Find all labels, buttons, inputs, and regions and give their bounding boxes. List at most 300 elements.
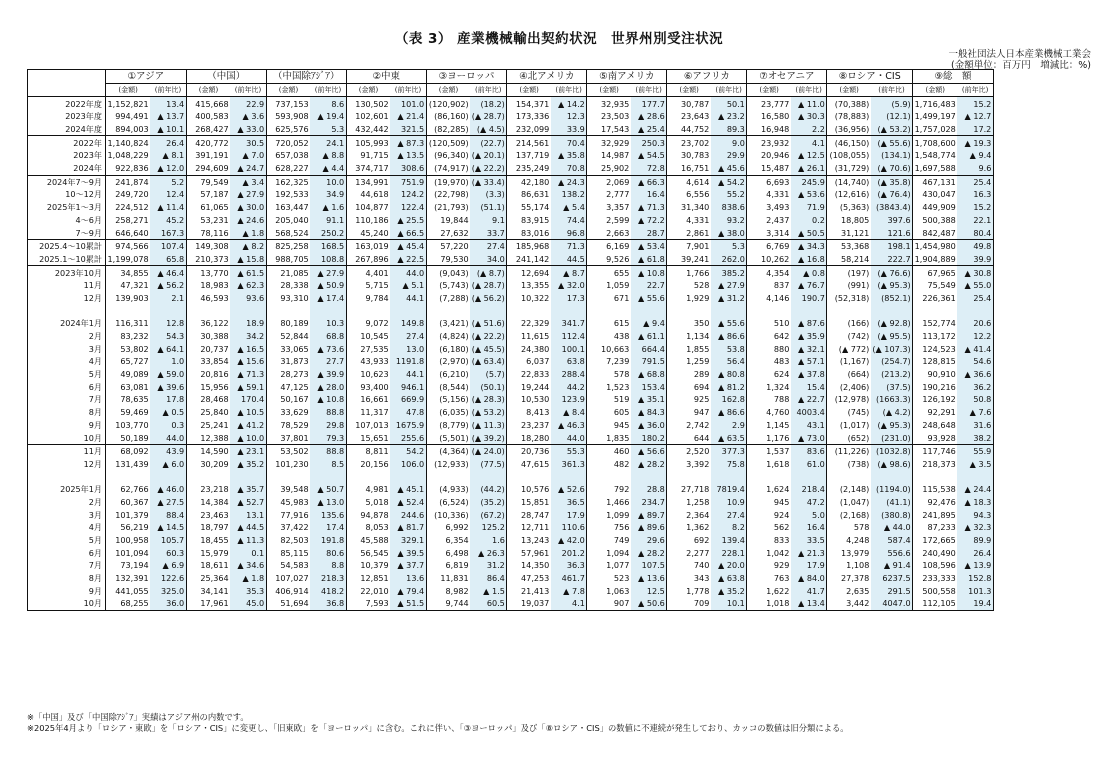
ratio-cell: 33.7 xyxy=(470,226,507,239)
ratio-cell: 34.2 xyxy=(230,330,266,343)
amount-cell: 15,851 xyxy=(507,496,551,509)
ratio-cell: (▲ 53.2) xyxy=(471,407,505,418)
ratio-cell: ▲ 27.9 xyxy=(230,188,266,201)
ratio-cell: ▲ 33.0 xyxy=(230,123,266,136)
ratio-cell: 1191.8 xyxy=(390,355,426,368)
ratio-cell: 122.4 xyxy=(390,201,426,214)
ratio-cell: (77.5) xyxy=(470,458,507,471)
ratio-cell: 385.2 xyxy=(711,266,747,279)
amount-cell: 60,367 xyxy=(106,496,151,509)
ratio-cell: ▲ 45.6 xyxy=(711,162,747,175)
spacer-cell xyxy=(28,304,106,317)
amount-cell: 628,227 xyxy=(266,162,310,175)
ratio-cell: ▲ 86.6 xyxy=(711,406,747,419)
ratio-cell: ▲ 28.0 xyxy=(310,381,346,394)
ratio-cell: ▲ 13.6 xyxy=(631,572,667,585)
row-label: 2025.1～10累計 xyxy=(28,253,106,266)
ratio-cell: 36.3 xyxy=(551,559,587,572)
table-row xyxy=(28,419,994,432)
row-label: 10月 xyxy=(28,431,106,444)
ratio-cell: ▲ 21.4 xyxy=(390,110,426,123)
amount-cell: 128,815 xyxy=(913,355,958,368)
ratio-cell: ▲ 62.3 xyxy=(230,279,266,292)
amount-subheader: (金額) xyxy=(827,83,871,97)
ratio-cell: ▲ 87.3 xyxy=(390,136,426,149)
amount-cell: (120,509) xyxy=(426,136,470,149)
table-row xyxy=(28,496,994,509)
amount-cell: 9,526 xyxy=(587,253,631,266)
amount-cell: 3,442 xyxy=(827,597,871,610)
ratio-cell: ▲ 15.6 xyxy=(230,355,266,368)
amount-cell: 218,373 xyxy=(913,458,958,471)
ratio-cell: 80.6 xyxy=(310,546,346,559)
amount-cell: 13,770 xyxy=(186,266,230,279)
amount-cell: 149,308 xyxy=(186,239,230,252)
amount-cell: 78,529 xyxy=(266,419,310,432)
region-header: ④北アメリカ xyxy=(507,70,587,84)
amount-cell: (991) xyxy=(827,279,871,292)
amount-cell: 44,618 xyxy=(346,188,390,201)
ratio-cell: ▲ 11.4 xyxy=(150,201,186,214)
amount-cell: 21,085 xyxy=(266,266,310,279)
row-label: 2023年10月 xyxy=(54,267,102,278)
amount-cell: 57,961 xyxy=(507,546,551,559)
spacer-cell xyxy=(150,470,186,483)
amount-cell: 500,558 xyxy=(913,585,958,598)
ratio-cell: (▲ 53.2) xyxy=(871,123,913,136)
amount-cell: 25,902 xyxy=(587,162,631,175)
amount-cell: 130,502 xyxy=(346,97,390,110)
table-row xyxy=(28,483,994,496)
ratio-cell: 0.2 xyxy=(791,214,827,227)
ratio-cell: 106.0 xyxy=(390,458,426,471)
amount-cell: (2,970) xyxy=(426,355,470,368)
amount-cell: 44,752 xyxy=(667,123,711,136)
amount-cell: 33,629 xyxy=(266,406,310,419)
amount-cell: 788 xyxy=(747,393,791,406)
amount-cell: 350 xyxy=(667,317,711,330)
amount-cell: (12,616) xyxy=(827,188,871,201)
ratio-cell: ▲ 73.6 xyxy=(310,342,346,355)
ratio-cell: 50.1 xyxy=(711,97,747,110)
amount-cell: (5,501) xyxy=(426,431,470,444)
amount-cell: 23,503 xyxy=(587,110,631,123)
ratio-cell: ▲ 72.2 xyxy=(631,214,667,227)
ratio-cell: 47.2 xyxy=(791,496,827,509)
amount-cell: 1,708,600 xyxy=(914,137,956,148)
ratio-cell: 12.3 xyxy=(551,110,587,123)
ratio-cell: 5.3 xyxy=(711,239,747,252)
ratio-cell: ▲ 87.6 xyxy=(791,317,827,330)
amount-cell: 4,248 xyxy=(827,534,871,547)
ratio-cell: 36.8 xyxy=(310,597,346,610)
table-row xyxy=(28,342,994,355)
ratio-cell: ▲ 35.2 xyxy=(230,458,266,471)
row-label: 8月 xyxy=(88,407,102,418)
amount-cell: 7,239 xyxy=(587,355,631,368)
ratio-cell: ▲ 66.5 xyxy=(390,226,426,239)
ratio-cell: 2.9 xyxy=(711,419,747,432)
amount-cell: (2,148) xyxy=(827,483,871,496)
amount-cell: 6,556 xyxy=(667,188,711,201)
amount-cell: 93,928 xyxy=(913,431,958,444)
ratio-cell: ▲ 17.4 xyxy=(310,292,346,305)
ratio-cell: 55.9 xyxy=(957,444,993,457)
ratio-cell: 79.3 xyxy=(310,431,346,444)
ratio-cell: 149.8 xyxy=(390,317,426,330)
amount-cell: 241,874 xyxy=(106,175,151,188)
ratio-cell: 361.3 xyxy=(551,458,587,471)
footnote: ※2025年4月より「ロシア・東欧」を「ロシア・CIS」に変更し、「旧東欧」を「ヨーロッパ」に含む。これに伴い、「③ヨーロッパ」及び「⑧ロシア・CIS」の数値に不連続が発生しており、カッコの数値は旧分類による。 xyxy=(27,723,849,733)
amount-cell: 578 xyxy=(587,368,631,381)
amount-cell: 21,413 xyxy=(507,585,551,598)
amount-cell: (745) xyxy=(827,406,871,419)
ratio-cell: 13.0 xyxy=(390,342,426,355)
amount-cell: 110,186 xyxy=(346,214,390,227)
amount-cell: 694 xyxy=(667,381,711,394)
ratio-cell: 461.7 xyxy=(551,572,587,585)
orders-table xyxy=(27,69,994,611)
ratio-cell: 198.1 xyxy=(871,239,913,252)
amount-cell: 562 xyxy=(747,521,791,534)
ratio-subheader: (前年比) xyxy=(230,83,266,97)
ratio-cell: 43.9 xyxy=(150,444,186,457)
ratio-cell: 201.2 xyxy=(551,546,587,559)
ratio-cell: ▲ 50.7 xyxy=(310,483,346,496)
ratio-subheader: (前年比) xyxy=(150,83,186,97)
ratio-cell: ▲ 16.8 xyxy=(791,253,827,266)
ratio-cell: 7819.4 xyxy=(711,483,747,496)
amount-cell: 42,180 xyxy=(507,175,551,188)
amount-cell: 34,141 xyxy=(186,585,230,598)
amount-subheader: (金額) xyxy=(913,83,958,97)
amount-cell: 523 xyxy=(587,572,631,585)
amount-cell: 13,355 xyxy=(507,279,551,292)
ratio-cell: 12.2 xyxy=(957,330,993,343)
ratio-cell: 28.7 xyxy=(631,226,667,239)
ratio-cell: ▲ 35.1 xyxy=(631,393,667,406)
amount-cell: 929 xyxy=(747,559,791,572)
amount-cell: 113,172 xyxy=(913,330,958,343)
ratio-cell: 5.2 xyxy=(150,175,186,188)
amount-cell: 31,121 xyxy=(827,226,871,239)
ratio-cell: 0.3 xyxy=(150,419,186,432)
row-label: 2023年度 xyxy=(65,111,102,122)
ratio-cell: 36.2 xyxy=(957,381,993,394)
ratio-cell: 228.1 xyxy=(711,546,747,559)
amount-cell: 205,040 xyxy=(266,214,310,227)
amount-cell: 10,623 xyxy=(346,368,390,381)
row-label: 9月 xyxy=(88,419,102,430)
amount-cell: 1,622 xyxy=(747,585,791,598)
ratio-cell: ▲ 63.5 xyxy=(711,431,747,444)
ratio-cell: (▲ 76.4) xyxy=(871,188,913,201)
amount-cell: 226,361 xyxy=(913,292,958,305)
ratio-cell: 75.8 xyxy=(711,458,747,471)
table-row xyxy=(28,572,994,585)
amount-cell: 31,873 xyxy=(266,355,310,368)
ratio-cell: (▲ 95.3) xyxy=(871,419,913,432)
spacer-row xyxy=(28,304,994,317)
ratio-cell: ▲ 84.3 xyxy=(631,406,667,419)
amount-cell: 519 xyxy=(587,393,631,406)
ratio-cell: ▲ 73.0 xyxy=(791,431,827,444)
ratio-cell: ▲ 5.4 xyxy=(551,201,587,214)
ratio-cell: ▲ 22.7 xyxy=(791,393,827,406)
amount-cell: (46,150) xyxy=(827,136,871,149)
ratio-cell: ▲ 1.8 xyxy=(230,572,266,585)
amount-cell: 406,914 xyxy=(266,585,310,598)
ratio-cell: 12.5 xyxy=(631,585,667,598)
ratio-cell: 1675.9 xyxy=(390,419,426,432)
amount-cell: 294,609 xyxy=(186,162,230,175)
ratio-cell: (134.1) xyxy=(871,149,913,162)
amount-cell: 23,932 xyxy=(747,136,791,149)
amount-cell: 2,437 xyxy=(747,214,791,227)
amount-cell: 5,018 xyxy=(346,496,390,509)
ratio-cell: 244.6 xyxy=(390,508,426,521)
ratio-cell: (▲ 95.3) xyxy=(871,279,913,292)
amount-cell: 1,362 xyxy=(667,521,711,534)
ratio-cell: (1032.8) xyxy=(871,444,913,457)
amount-cell: 56,545 xyxy=(346,546,390,559)
amount-cell: (12,978) xyxy=(827,393,871,406)
ratio-cell: 45.0 xyxy=(230,597,266,610)
ratio-cell: 8.8 xyxy=(310,559,346,572)
ratio-cell: 669.9 xyxy=(390,393,426,406)
amount-cell: 20,737 xyxy=(186,342,230,355)
amount-cell: 33,854 xyxy=(186,355,230,368)
ratio-cell: 110.6 xyxy=(551,521,587,534)
ratio-cell: ▲ 80.8 xyxy=(711,368,747,381)
amount-cell: (3,421) xyxy=(426,317,470,330)
ratio-cell: 838.6 xyxy=(711,201,747,214)
ratio-cell: 56.4 xyxy=(711,355,747,368)
amount-cell: (1,167) xyxy=(827,355,871,368)
ratio-cell: (3.3) xyxy=(470,188,507,201)
row-label: 11月 xyxy=(83,446,102,457)
ratio-cell: ▲ 12.0 xyxy=(150,162,186,175)
amount-cell: 2,520 xyxy=(667,444,711,457)
ratio-cell: 152.8 xyxy=(957,572,993,585)
amount-cell: (14,740) xyxy=(827,175,871,188)
ratio-cell: ▲ 50.5 xyxy=(791,226,827,239)
row-label: 6月 xyxy=(88,547,102,558)
amount-cell: 33,065 xyxy=(266,342,310,355)
ratio-cell: 44.0 xyxy=(390,266,426,279)
amount-cell: 4,614 xyxy=(667,175,711,188)
ratio-cell: ▲ 12.5 xyxy=(791,149,827,162)
ratio-cell: (1663.3) xyxy=(871,393,913,406)
ratio-cell: ▲ 3.5 xyxy=(957,458,993,471)
amount-cell: 45,240 xyxy=(346,226,390,239)
amount-cell: 10,379 xyxy=(346,559,390,572)
row-label: 4月 xyxy=(88,522,102,533)
ratio-cell: ▲ 32.0 xyxy=(551,279,587,292)
ratio-cell: ▲ 8.2 xyxy=(230,239,266,252)
ratio-cell: ▲ 39.9 xyxy=(310,368,346,381)
amount-cell: 37,422 xyxy=(266,521,310,534)
amount-cell: 55,174 xyxy=(507,201,551,214)
amount-cell: 50,189 xyxy=(106,431,151,444)
amount-cell: 56,219 xyxy=(106,521,151,534)
amount-cell: 880 xyxy=(747,342,791,355)
amount-cell: 792 xyxy=(587,483,631,496)
amount-cell: 1,697,588 xyxy=(914,163,956,174)
ratio-cell: ▲ 86.6 xyxy=(711,330,747,343)
ratio-cell: (51.1) xyxy=(470,201,507,214)
region-header: ②中東 xyxy=(346,70,426,84)
ratio-cell: ▲ 8.1 xyxy=(150,149,186,162)
row-label: 3月 xyxy=(88,509,102,520)
ratio-cell: (▲ 22.2) xyxy=(471,331,505,342)
ratio-cell: 27.4 xyxy=(470,239,507,252)
ratio-cell: 17.3 xyxy=(551,292,587,305)
ratio-cell: 12.4 xyxy=(150,188,186,201)
ratio-cell: 33.5 xyxy=(791,534,827,547)
amount-cell: 432,442 xyxy=(346,123,390,136)
ratio-cell: 135.6 xyxy=(310,508,346,521)
amount-cell: 258,271 xyxy=(106,214,151,227)
ratio-cell: (▲ 39.2) xyxy=(471,432,505,443)
ratio-cell: 68.8 xyxy=(310,330,346,343)
row-label: 2月 xyxy=(88,331,102,342)
amount-cell: 39,241 xyxy=(667,253,711,266)
ratio-cell: ▲ 0.8 xyxy=(791,266,827,279)
ratio-subheader: (前年比) xyxy=(711,83,747,97)
ratio-cell: ▲ 15.8 xyxy=(230,253,266,266)
ratio-cell: ▲ 3.4 xyxy=(230,175,266,188)
amount-cell: 441,055 xyxy=(106,585,151,598)
amount-cell: 988,705 xyxy=(266,253,310,266)
amount-cell: 233,333 xyxy=(913,572,958,585)
ratio-cell: 10.1 xyxy=(711,597,747,610)
amount-cell: 593,908 xyxy=(266,110,310,123)
amount-cell: 5,715 xyxy=(346,279,390,292)
row-label: 7月 xyxy=(88,394,102,405)
amount-cell: 578 xyxy=(827,521,871,534)
amount-cell: 79,530 xyxy=(426,253,470,266)
amount-cell: 4,354 xyxy=(747,266,791,279)
amount-cell: 17,543 xyxy=(587,123,631,136)
ratio-cell: ▲ 10.1 xyxy=(150,123,186,136)
ratio-cell: 12.8 xyxy=(150,317,186,330)
amount-cell: (5,363) xyxy=(827,201,871,214)
ratio-cell: ▲ 4.4 xyxy=(310,162,346,175)
ratio-cell: 43.1 xyxy=(791,419,827,432)
amount-cell: 994,491 xyxy=(106,110,151,123)
amount-cell: 101,094 xyxy=(106,546,151,559)
amount-cell: (742) xyxy=(827,330,871,343)
amount-cell: 763 xyxy=(747,572,791,585)
amount-cell: 671 xyxy=(587,292,631,305)
amount-cell: 86,631 xyxy=(507,188,551,201)
region-header: （中国除ｱｼﾞｱ） xyxy=(266,70,346,84)
ratio-cell: (5.9) xyxy=(871,97,913,110)
ratio-cell: 1.6 xyxy=(470,534,507,547)
ratio-cell: 17.9 xyxy=(791,559,827,572)
spacer-cell xyxy=(150,304,186,317)
ratio-cell: ▲ 68.8 xyxy=(631,368,667,381)
table-row xyxy=(28,292,994,305)
amount-cell: 4,146 xyxy=(747,292,791,305)
ratio-cell: 167.3 xyxy=(150,226,186,239)
amount-cell: 190,216 xyxy=(913,381,958,394)
amount-cell: 400,583 xyxy=(186,110,230,123)
amount-cell: 77,916 xyxy=(266,508,310,521)
amount-cell: 749 xyxy=(587,534,631,547)
spacer-cell xyxy=(711,304,747,317)
amount-cell: 134,991 xyxy=(346,175,390,188)
amount-cell: 61,065 xyxy=(186,201,230,214)
amount-cell: 137,719 xyxy=(507,149,551,162)
amount-cell: 18,983 xyxy=(186,279,230,292)
ratio-cell: (35.2) xyxy=(470,496,507,509)
amount-cell: 65,727 xyxy=(106,355,151,368)
row-label: 10～12月 xyxy=(65,189,102,200)
ratio-cell: ▲ 46.3 xyxy=(551,419,587,432)
amount-cell: 1,454,980 xyxy=(914,241,956,252)
ratio-cell: ▲ 59.0 xyxy=(150,368,186,381)
amount-cell: 19,844 xyxy=(426,214,470,227)
table-row xyxy=(28,162,994,175)
table-row xyxy=(28,431,994,444)
ratio-cell: (▲ 45.5) xyxy=(471,343,505,354)
amount-cell: 16,751 xyxy=(667,162,711,175)
ratio-cell: ▲ 55.0 xyxy=(957,279,993,292)
amount-cell: (2,406) xyxy=(827,381,871,394)
ratio-cell: (▲ 35.8) xyxy=(871,175,913,188)
ratio-cell: 108.8 xyxy=(310,253,346,266)
row-label: 2024年 xyxy=(28,162,106,175)
amount-cell: 105,993 xyxy=(346,136,390,149)
amount-cell: (738) xyxy=(827,458,871,471)
table-row xyxy=(28,546,994,559)
amount-cell: 51,694 xyxy=(266,597,310,610)
amount-cell: (5,156) xyxy=(426,393,470,406)
ratio-cell: ▲ 3.6 xyxy=(230,110,266,123)
amount-cell: 241,142 xyxy=(507,253,551,266)
ratio-cell: ▲ 12.7 xyxy=(957,110,993,123)
amount-cell: 18,805 xyxy=(827,214,871,227)
ratio-cell: 191.8 xyxy=(310,534,346,547)
amount-cell: 642 xyxy=(747,330,791,343)
spacer-cell xyxy=(266,304,310,317)
amount-cell: 62,766 xyxy=(106,483,151,496)
row-label: 2022年 xyxy=(73,137,102,148)
ratio-cell: (▲ 28.7) xyxy=(471,280,505,291)
amount-cell: 907 xyxy=(587,597,631,610)
spacer-cell xyxy=(791,470,827,483)
ratio-cell: (5.7) xyxy=(470,368,507,381)
amount-cell: 8,413 xyxy=(507,406,551,419)
ratio-cell: 89.3 xyxy=(711,123,747,136)
table-row xyxy=(28,534,994,547)
spacer-cell xyxy=(631,470,667,483)
amount-cell: 4,760 xyxy=(747,406,791,419)
amount-cell: 139,903 xyxy=(106,292,151,305)
subheader-row xyxy=(28,83,994,97)
row-label: 11月 xyxy=(83,280,102,291)
spacer-cell xyxy=(346,470,390,483)
ratio-cell: ▲ 6.0 xyxy=(150,458,186,471)
amount-cell: 1,324 xyxy=(747,381,791,394)
ratio-cell: 54.6 xyxy=(957,355,993,368)
ratio-cell: 55.2 xyxy=(711,188,747,201)
ratio-cell: 190.7 xyxy=(791,292,827,305)
ratio-cell: 2.1 xyxy=(150,292,186,305)
amount-cell: 163,019 xyxy=(346,239,390,252)
